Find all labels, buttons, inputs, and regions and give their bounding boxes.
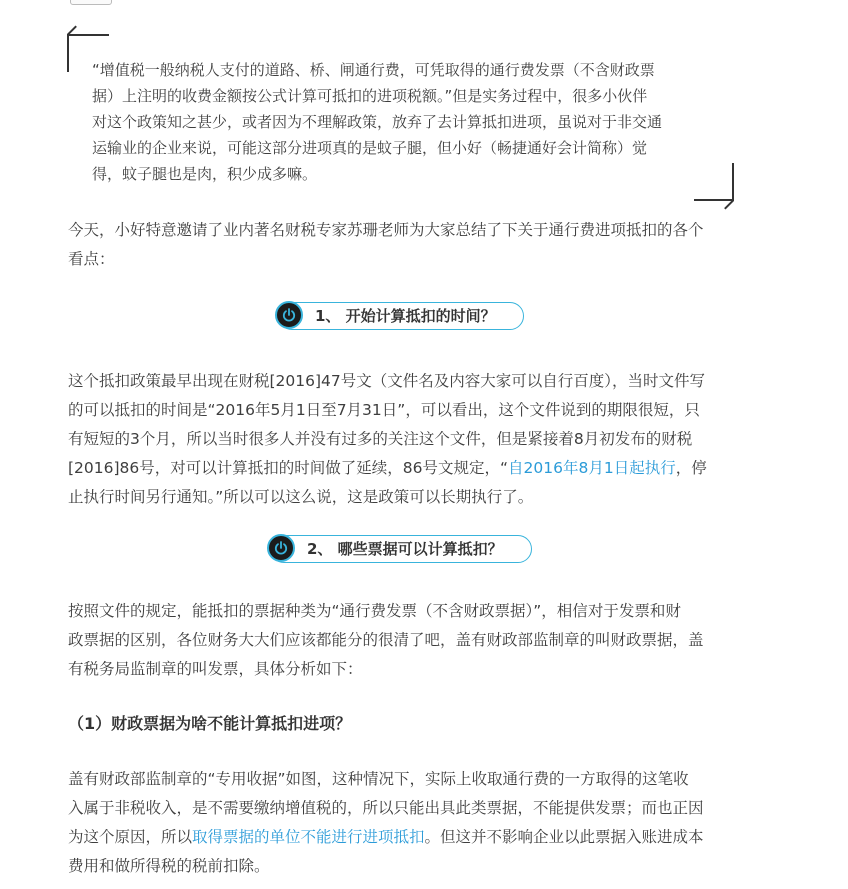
- power-icon: [267, 534, 295, 562]
- paragraph-ticket-types: [68, 597, 730, 684]
- text-line: 盖有财政部监制章的“专用收据”如图，这种情况下，实际上收取通行费的一方取得的这笔收: [68, 770, 689, 788]
- text-run: 为这个原因，所以: [68, 828, 193, 846]
- text-line: 看点：: [68, 250, 115, 268]
- quote-line: 运输业的企业来说，可能这部分进项真的是蚊子腿，但小好（畅捷通好会计简称）觉: [92, 139, 648, 157]
- text-run: 。但这并不影响企业以此票据入账进成本: [424, 828, 704, 846]
- text-line: 有税务局监制章的叫发票，具体分析如下：: [68, 660, 363, 678]
- section-heading-1: [278, 302, 524, 330]
- text-line: 按照文件的规定，能抵扣的票据种类为“通行费发票（不含财政票据）”，相信对于发票和财: [68, 602, 681, 620]
- quote-corner-bottom-right: [694, 163, 734, 201]
- text-line: 费用和做所得税的税前扣除。: [68, 857, 270, 875]
- quote-line: 对这个政策知之甚少，或者因为不理解政策，放弃了去计算抵扣进项，虽说对于非交通: [92, 113, 663, 131]
- quote-line: “增值税一般纳税人支付的道路、桥、闸通行费，可凭取得的通行费发票（不含财政票: [92, 61, 655, 79]
- quote-block: [92, 57, 706, 187]
- paragraph-start-time: [68, 367, 730, 512]
- sub-heading: （1）财政票据为啥不能计算抵扣进项？: [68, 714, 352, 733]
- quote-line: 得，蚊子腿也是肉，积少成多嘛。: [92, 165, 318, 183]
- text-line: 今天，小好特意邀请了业内著名财税专家苏珊老师为大家总结了下关于通行费进项抵扣的各个: [68, 221, 704, 239]
- section-title: 2、 哪些票据可以计算抵扣？: [307, 540, 503, 558]
- highlight-text: 自2016年8月1日起执行: [508, 459, 676, 477]
- text-line: 止执行时间另行通知。”所以可以这么说，这是政策可以长期执行了。: [68, 488, 534, 506]
- quote-line: 据）上注明的收费金额按公式计算可抵扣的进项税额。”但是实务过程中，很多小伙伴: [92, 87, 648, 105]
- power-icon: [275, 301, 303, 329]
- text-line: [68, 454, 730, 483]
- text-line: 这个抵扣政策最早出现在财税[2016]47号文（文件名及内容大家可以自行百度），当时文件写: [68, 372, 706, 390]
- text-line: 政票据的区别，各位财务大大们应该都能分的很清了吧，盖有财政部监制章的叫财政票据，盖: [68, 631, 704, 649]
- text-line: 入属于非税收入，是不需要缴纳增值税的，所以只能出具此类票据，不能提供发票；而也正因: [68, 799, 704, 817]
- top-tab-decoration: [70, 0, 112, 5]
- intro-paragraph: [68, 216, 730, 274]
- paragraph-fiscal-receipt: [68, 765, 730, 881]
- text-line: 的可以抵扣的时间是“2016年5月1日至7月31日”，可以看出，这个文件说到的期限很短，只: [68, 401, 700, 419]
- text-run: [2016]86号，对可以计算抵扣的时间做了延续，86号文规定，“: [68, 459, 509, 477]
- text-line: [68, 823, 730, 852]
- text-run: ，停: [675, 459, 707, 477]
- section-title: 1、 开始计算抵扣的时间？: [315, 307, 496, 325]
- section-heading-2: [270, 535, 532, 563]
- highlight-text: 取得票据的单位不能进行进项抵扣: [192, 828, 425, 846]
- text-line: 有短短的3个月，所以当时很多人并没有过多的关注这个文件，但是紧接着8月初发布的财税: [68, 430, 693, 448]
